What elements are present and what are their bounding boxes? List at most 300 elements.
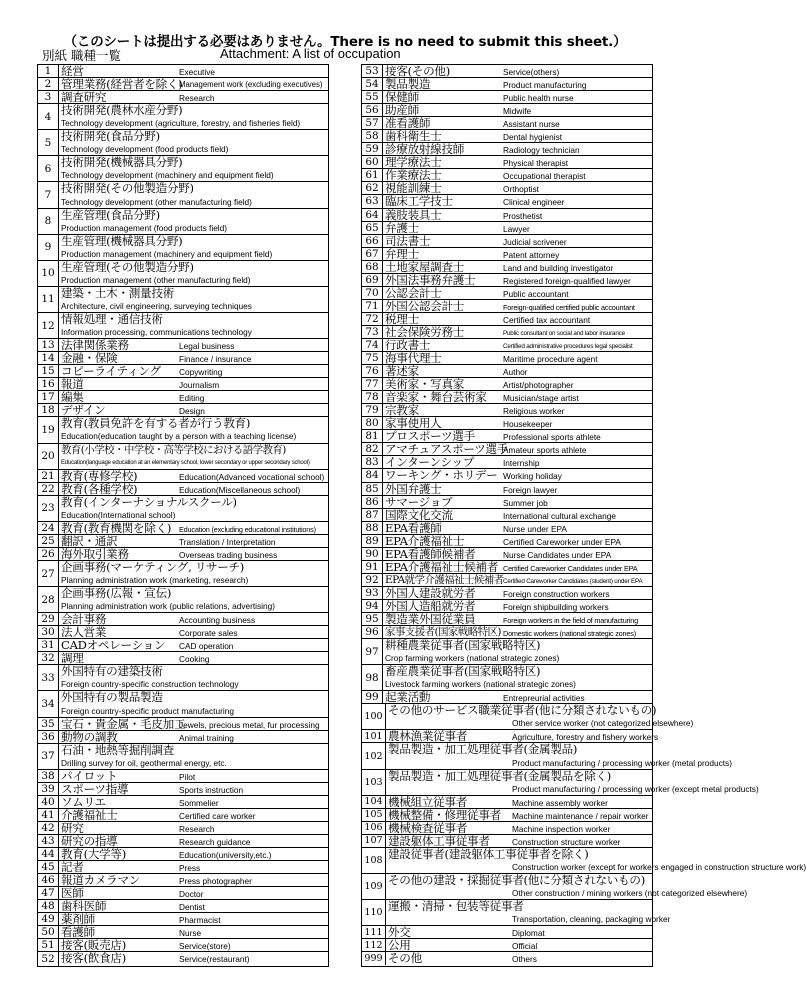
occupation-cell: [59, 365, 328, 377]
occupation-name-en: Physical therapist: [503, 158, 569, 169]
occupation-cell: [383, 574, 652, 586]
occupation-name-en: Other service worker (not categorized elsewhere): [512, 718, 694, 729]
occupation-cell: [383, 156, 652, 168]
occupation-name-en: Foreign country-specific construction technology: [61, 679, 239, 690]
occupation-name-en: Foreign-qualified certified public accountant: [503, 302, 635, 312]
occupation-name-en: Cooking: [179, 654, 210, 665]
occupation-number: 8: [38, 209, 59, 234]
occupation-cell: [59, 483, 328, 495]
occupation-number: 77: [362, 378, 383, 390]
occupation-number: 92: [362, 574, 383, 586]
occupation-name-en: Construction worker (except for workers engaged in construction structure work): [512, 861, 806, 872]
occupation-number: 57: [362, 117, 383, 129]
occupation-cell: [59, 130, 328, 155]
occupation-name-jp: 建設従事者(建設躯体工事従事者を除く): [388, 846, 589, 861]
occupation-name-jp: 外国人建設就労者: [385, 585, 476, 600]
occupation-name-jp: コピーライティング: [61, 364, 161, 379]
occupation-row: [362, 274, 652, 287]
occupation-row: [38, 104, 328, 130]
occupation-number: 110: [362, 900, 386, 925]
occupation-cell: [59, 261, 328, 286]
occupation-name-jp: 機械組立従事者: [388, 794, 468, 809]
occupation-number: 19: [38, 417, 59, 442]
occupation-name-jp: 外国弁護士: [385, 481, 442, 496]
occupation-cell: [383, 91, 652, 103]
occupation-row: [362, 639, 652, 665]
occupation-row: [362, 899, 671, 926]
occupation-name-en: Public consultant on social and labor insurance: [503, 329, 625, 337]
occupation-name-jp: 家事使用人: [385, 416, 442, 431]
occupation-name-jp: サマージョブ: [385, 494, 453, 509]
occupation-row: [362, 742, 732, 769]
occupation-number: 96: [362, 626, 383, 638]
occupation-name-jp: EPA看護師候補者: [385, 546, 476, 561]
occupation-name-jp: 理学療法士: [385, 155, 442, 170]
occupation-name-jp: 製造業外国従業員: [385, 611, 476, 626]
occupation-cell: [383, 430, 652, 442]
occupation-name-en: Livestock farming workers (national strategic zones): [385, 679, 576, 690]
occupation-name-en: Certified care worker: [179, 810, 256, 821]
occupation-row: [362, 287, 652, 300]
occupation-number: 2: [38, 78, 59, 90]
occupation-cell: [386, 846, 806, 873]
occupation-name-en: Executive: [179, 67, 215, 77]
occupation-name-en: Certified administrative procedures legal specialist: [503, 342, 633, 350]
occupation-name-jp: 弁理士: [385, 246, 419, 261]
occupation-name-jp: 接客(販売店): [61, 938, 126, 953]
occupation-cell: [383, 274, 652, 286]
occupation-row: [38, 444, 328, 470]
occupation-cell: [59, 313, 328, 338]
occupation-row: [362, 587, 652, 600]
occupation-name-jp: 家事支援者(国家戦略特区): [385, 626, 501, 639]
occupation-name-en: Agriculture, forestry and fishery workers: [512, 732, 659, 743]
occupation-name-en: Radiology technician: [503, 145, 580, 156]
occupation-name-en: Press photographer: [179, 876, 252, 887]
occupation-number: 90: [362, 548, 383, 560]
occupation-number: 36: [38, 731, 59, 743]
occupation-name-jp: 税理士: [385, 311, 419, 326]
occupation-number: 15: [38, 365, 59, 377]
occupation-row: [362, 209, 652, 222]
occupation-name-jp: CADオペレーション: [61, 638, 166, 653]
occupation-number: 10: [38, 261, 59, 286]
occupation-number: 5: [38, 130, 59, 155]
occupation-name-jp: 接客(飲食店): [61, 951, 126, 966]
occupation-name-jp: 宝石・貴金属・毛皮加工: [61, 716, 186, 731]
occupation-name-jp: 外国特有の建築技術: [61, 664, 163, 679]
occupation-name-jp: EPA介護福祉士候補者: [385, 559, 499, 574]
occupation-cell: [383, 548, 652, 560]
occupation-name-jp: 公認会計士: [385, 285, 442, 300]
occupation-name-en: Crop farming workers (national strategic zones): [385, 653, 560, 664]
occupation-name-jp: 保健師: [385, 90, 419, 105]
occupation-number: 78: [362, 391, 383, 403]
occupation-number: 20: [38, 444, 59, 469]
occupation-name-en: Product manufacturing / processing worker (metal products): [512, 757, 732, 768]
occupation-name-en: Sports instruction: [179, 784, 244, 795]
occupation-name-en: Sommelier: [179, 797, 219, 808]
occupation-number: 34: [38, 691, 59, 716]
occupation-name-jp: アマチュアスポーツ選手: [385, 442, 508, 457]
occupation-name-jp: 海事代理士: [385, 351, 442, 366]
occupation-number: 79: [362, 404, 383, 416]
occupation-cell: [59, 665, 328, 690]
occupation-cell: [59, 91, 328, 103]
occupation-number: 106: [362, 822, 386, 834]
occupation-row: [362, 613, 652, 626]
occupation-name-en: Internship: [503, 458, 540, 469]
occupation-cell: [59, 926, 328, 938]
occupation-number: 99: [362, 691, 383, 703]
occupation-cell: [59, 861, 328, 873]
occupation-name-jp: 会計事務: [61, 612, 107, 627]
occupation-number: 82: [362, 443, 383, 455]
occupation-cell: [383, 339, 652, 351]
occupation-name-jp: 准看護師: [385, 116, 431, 131]
occupation-number: 11: [38, 287, 59, 312]
occupation-name-en: Legal business: [179, 341, 235, 352]
occupation-cell: [59, 626, 328, 638]
occupation-row: [38, 796, 328, 809]
occupation-number: 71: [362, 300, 383, 312]
occupation-row: [38, 691, 328, 717]
occupation-row: [362, 248, 652, 261]
occupation-number: 55: [362, 91, 383, 103]
occupation-number: 22: [38, 483, 59, 495]
occupation-name-jp: 生産管理(その他製造分野): [61, 259, 194, 274]
occupation-name-jp: 歯科衛生士: [385, 129, 442, 144]
occupation-name-jp: 研究の指導: [61, 834, 118, 849]
occupation-name-jp: 教育(教育機関を除く): [61, 520, 172, 535]
occupation-number: 84: [362, 469, 383, 481]
occupation-name-en: Technology development (food products field): [61, 144, 229, 155]
occupation-name-en: Research guidance: [179, 837, 251, 848]
occupation-name-jp: 研究: [61, 820, 84, 835]
occupation-number: 32: [38, 652, 59, 664]
occupation-cell: [59, 913, 328, 925]
occupation-name-jp: 企画事務(マーケティング, リサーチ): [61, 559, 245, 574]
occupation-cell: [59, 404, 328, 416]
occupation-name-jp: 企画事務(広報・宣伝): [61, 586, 172, 601]
occupation-number: 103: [362, 770, 386, 795]
occupation-row: [362, 509, 652, 522]
occupation-number: 48: [38, 900, 59, 912]
occupation-name-jp: 外交: [388, 925, 411, 940]
occupation-row: [362, 235, 652, 248]
occupation-cell: [59, 744, 328, 769]
occupation-cell: [383, 261, 652, 273]
occupation-name-en: Foreign construction workers: [503, 588, 610, 599]
occupation-number: 31: [38, 639, 59, 651]
occupation-row: [362, 600, 652, 613]
occupation-name-en: Editing: [179, 393, 205, 404]
occupation-row: [38, 313, 328, 339]
occupation-name-en: Certified Careworker Candidates (student) under EPA: [503, 577, 643, 585]
occupation-name-en: Domestic workers (national strategic zones): [503, 629, 636, 639]
occupation-number: 94: [362, 600, 383, 612]
occupation-cell: [59, 339, 328, 351]
occupation-cell: [59, 548, 328, 560]
occupation-number: 81: [362, 430, 383, 442]
occupation-cell: [383, 326, 652, 338]
occupation-name-en: Foreign shipbuilding workers: [503, 601, 609, 612]
occupation-name-en: Planning administration work (marketing, research): [61, 575, 249, 586]
occupation-name-en: Artist/photographer: [503, 380, 574, 391]
occupation-number: 87: [362, 509, 383, 521]
occupation-row: [38, 417, 328, 443]
occupation-row: [38, 952, 328, 965]
occupation-number: 999: [362, 952, 386, 965]
occupation-number: 70: [362, 287, 383, 299]
occupation-name-en: Registered foreign-qualified lawyer: [503, 275, 631, 286]
occupation-number: 98: [362, 665, 383, 690]
occupation-name-jp: 起業活動: [385, 690, 431, 705]
occupation-name-jp: EPA介護福祉士: [385, 533, 465, 548]
occupation-row: [38, 548, 328, 561]
occupation-cell: [383, 65, 652, 77]
occupation-name-en: Press: [179, 863, 201, 874]
occupation-number: 3: [38, 91, 59, 103]
occupation-name-en: Summer job: [503, 497, 548, 508]
occupation-cell: [59, 78, 328, 90]
occupation-cell: [59, 952, 328, 965]
occupation-cell: [386, 926, 652, 938]
occupation-name-jp: 教育(各種学校): [61, 481, 138, 496]
occupation-name-en: Professional sports athlete: [503, 432, 601, 443]
occupation-name-jp: 薬剤師: [61, 912, 95, 927]
occupation-cell: [59, 770, 328, 782]
occupation-name-en: Education(International school): [61, 509, 176, 520]
occupation-cell: [383, 417, 652, 429]
occupation-name-en: Working holiday: [503, 471, 562, 482]
occupation-name-en: Production management (food products field): [61, 222, 228, 233]
occupation-name-jp: 調査研究: [61, 90, 107, 105]
occupation-name-en: Others: [512, 954, 537, 965]
occupation-name-jp: その他の建設・採掘従事者(他に分類されないもの): [388, 873, 645, 887]
occupation-cell: [386, 835, 652, 847]
occupation-table-left: [37, 64, 329, 967]
occupation-cell: [386, 742, 732, 768]
occupation-number: 54: [362, 78, 383, 90]
occupation-number: 109: [362, 874, 386, 899]
occupation-number: 112: [362, 939, 386, 951]
occupation-name-en: Production management (machinery and equipment field): [61, 248, 273, 259]
occupation-cell: [386, 873, 748, 899]
occupation-number: 37: [38, 744, 59, 769]
occupation-row: [38, 718, 328, 731]
occupation-name-en: Diplomat: [512, 928, 545, 939]
occupation-number: 59: [362, 143, 383, 155]
occupation-cell: [59, 561, 328, 586]
occupation-cell: [59, 731, 328, 743]
occupation-name-en: Machine maintenance / repair worker: [512, 810, 649, 821]
occupation-name-en: Other construction / mining workers (not categorized elsewhere): [512, 888, 748, 899]
occupation-name-en: Production management (other manufacturing field): [61, 274, 251, 285]
occupation-name-en: Pharmacist: [179, 915, 221, 926]
occupation-number: 97: [362, 639, 383, 664]
occupation-name-jp: 行政書士: [385, 337, 431, 352]
occupation-number: 9: [38, 235, 59, 260]
occupation-row: [362, 313, 652, 326]
occupation-cell: [59, 535, 328, 547]
occupation-name-en: Midwife: [503, 106, 532, 117]
occupation-number: 41: [38, 809, 59, 821]
occupation-cell: [59, 874, 328, 886]
occupation-number: 47: [38, 887, 59, 899]
occupation-name-jp: 介護福祉士: [61, 807, 118, 822]
occupation-cell: [383, 300, 652, 312]
occupation-number: 27: [38, 561, 59, 586]
occupation-row: [362, 822, 652, 835]
occupation-number: 102: [362, 743, 386, 768]
occupation-number: 56: [362, 104, 383, 116]
occupation-cell: [383, 522, 652, 534]
occupation-number: 68: [362, 261, 383, 273]
occupation-row: [362, 261, 652, 274]
occupation-name-en: Research: [179, 823, 215, 834]
occupation-name-en: Amateur sports athlete: [503, 445, 587, 456]
occupation-number: 80: [362, 417, 383, 429]
occupation-row: [38, 665, 328, 691]
occupation-number: 72: [362, 313, 383, 325]
occupation-name-en: Patent attorney: [503, 249, 560, 260]
occupation-name-en: Orthoptist: [503, 184, 539, 195]
occupation-name-jp: 著述家: [385, 364, 419, 379]
occupation-name-jp: 記者: [61, 860, 84, 875]
occupation-name-en: Translation / Interpretation: [179, 536, 276, 547]
occupation-name-en: Service(store): [179, 941, 231, 952]
occupation-row: [38, 587, 328, 613]
occupation-name-jp: 教育(インターナショナルスクール): [61, 494, 237, 509]
occupation-name-jp: 看護師: [61, 925, 95, 940]
occupation-cell: [386, 939, 652, 951]
occupation-cell: [59, 639, 328, 651]
occupation-number: 58: [362, 130, 383, 142]
occupation-row: [38, 535, 328, 548]
occupation-number: 107: [362, 835, 386, 847]
occupation-cell: [383, 626, 652, 638]
occupation-name-en: Dentist: [179, 902, 205, 913]
occupation-cell: [386, 899, 671, 925]
occupation-cell: [59, 783, 328, 795]
occupation-cell: [383, 313, 652, 325]
occupation-name-en: Corporate sales: [179, 628, 238, 639]
occupation-cell: [59, 496, 328, 521]
occupation-name-jp: 国際文化交流: [385, 507, 453, 522]
occupation-name-jp: 弁護士: [385, 220, 419, 235]
occupation-cell: [59, 391, 328, 403]
occupation-number: 6: [38, 156, 59, 181]
occupation-row: [362, 846, 806, 874]
occupation-name-en: Product manufacturing: [503, 80, 587, 91]
occupation-row: [362, 796, 652, 809]
occupation-number: 76: [362, 365, 383, 377]
occupation-name-en: Religious worker: [503, 406, 565, 417]
occupation-number: 75: [362, 352, 383, 364]
occupation-number: 50: [38, 926, 59, 938]
occupation-row: [362, 561, 652, 574]
occupation-cell: [59, 182, 328, 207]
occupation-name-en: Certified Careworker Candidates under EPA: [503, 563, 638, 573]
occupation-name-en: Education(education taught by a person with a teaching license): [61, 431, 297, 442]
occupation-cell: [59, 444, 328, 469]
occupation-name-en: Copywriting: [179, 367, 223, 378]
occupation-name-jp: 美術家・写真家: [385, 377, 465, 392]
occupation-name-en: Education (excluding educational institutions): [179, 524, 316, 534]
occupation-cell: [383, 469, 652, 481]
occupation-number: 23: [38, 496, 59, 521]
occupation-name-en: Land and building investigator: [503, 262, 614, 273]
occupation-cell: [383, 509, 652, 521]
occupation-number: 105: [362, 809, 386, 821]
occupation-name-en: Prosthetist: [503, 210, 543, 221]
occupation-cell: [59, 65, 328, 77]
occupation-number: 95: [362, 613, 383, 625]
occupation-name-en: Public accountant: [503, 288, 569, 299]
occupation-cell: [59, 417, 328, 442]
occupation-name-en: Pilot: [179, 771, 196, 782]
occupation-name-jp: 宗教家: [385, 403, 419, 418]
occupation-name-en: Judicial scrivener: [503, 236, 567, 247]
occupation-name-jp: 助産師: [385, 103, 419, 118]
occupation-number: 74: [362, 339, 383, 351]
occupation-name-jp: 公用: [388, 938, 411, 953]
occupation-name-en: Dental hygienist: [503, 132, 563, 143]
occupation-number: 39: [38, 783, 59, 795]
occupation-row: [38, 235, 328, 261]
occupation-name-en: Nurse Candidates under EPA: [503, 549, 612, 560]
occupation-name-jp: 社会保険労務士: [385, 324, 465, 339]
subtitle-en: Attachment: A list of occupation: [220, 46, 401, 61]
occupation-row: [362, 703, 694, 730]
occupation-name-jp: 金融・保険: [61, 351, 118, 366]
occupation-row: [362, 300, 652, 313]
occupation-cell: [59, 835, 328, 847]
occupation-number: 61: [362, 169, 383, 181]
occupation-name-jp: 外国特有の製品製造: [61, 690, 163, 705]
occupation-cell: [59, 613, 328, 625]
occupation-name-jp: 農林漁業従事者: [388, 729, 468, 744]
occupation-cell: [386, 703, 694, 729]
occupation-cell: [383, 535, 652, 547]
occupation-name-en: Lawyer: [503, 223, 530, 234]
occupation-number: 45: [38, 861, 59, 873]
occupation-name-en: Doctor: [179, 889, 204, 900]
occupation-name-en: Machine assembly worker: [512, 797, 608, 808]
occupation-name-en: Architecture, civil engineering, surveying techniques: [61, 300, 252, 311]
occupation-name-en: Musician/stage artist: [503, 393, 579, 404]
occupation-number: 24: [38, 522, 59, 534]
occupation-name-jp: スポーツ指導: [61, 781, 129, 796]
occupation-name-en: Technology development (agriculture, forestry, and fisheries field): [61, 118, 301, 129]
occupation-name-jp: 機械整備・修理従事者: [388, 807, 501, 822]
occupation-name-jp: 運搬・清掃・包装等従事者: [388, 899, 524, 914]
occupation-number: 64: [362, 209, 383, 221]
occupation-name-jp: 動物の調教: [61, 729, 118, 744]
occupation-number: 25: [38, 535, 59, 547]
occupation-name-jp: 耕種農業従事者(国家戦略特区): [385, 638, 541, 653]
occupation-name-en: Education(language education at an elementary school, lower secondary or upper secondary school): [61, 459, 310, 466]
occupation-cell: [383, 235, 652, 247]
occupation-cell: [383, 78, 652, 90]
occupation-row: [38, 770, 328, 783]
occupation-name-jp: 音楽家・舞台芸術家: [385, 390, 487, 405]
occupation-name-en: Assistant nurse: [503, 119, 560, 130]
occupation-name-jp: 技術開発(食品分野): [61, 129, 160, 144]
occupation-number: 53: [362, 65, 383, 77]
occupation-name-en: Housekeeper: [503, 419, 553, 430]
